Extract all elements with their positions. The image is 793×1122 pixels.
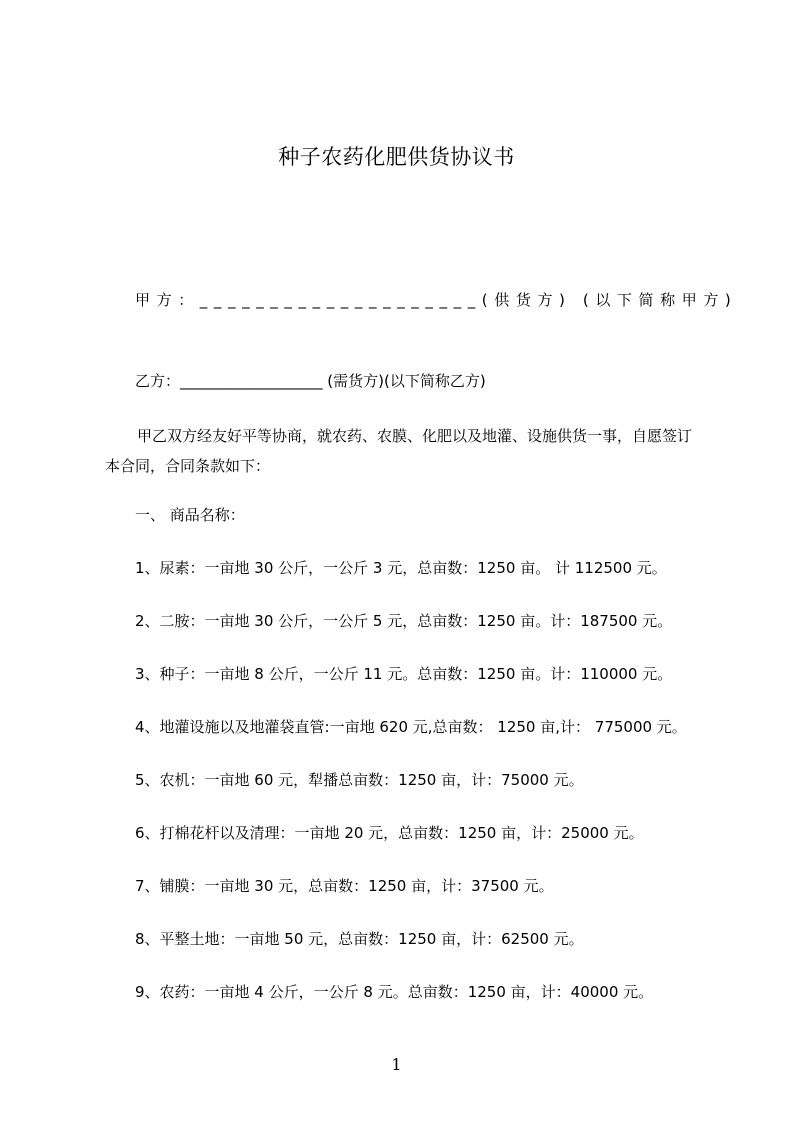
intro-text: 甲乙双方经友好平等协商，就农药、农膜、化肥以及地灌、设施供货一事，自愿签订本合同，合同条款如下： — [105, 427, 693, 475]
list-item: 9、农药：一亩地 4 公斤，一公斤 8 元。总亩数：1250 亩，计：40000 元。 — [135, 983, 654, 1001]
list-item: 3、种子：一亩地 8 公斤，一公斤 11 元。总亩数：1250 亩。计：110000 元。 — [135, 665, 673, 683]
list-item: 7、铺膜：一亩地 30 元，总亩数：1250 亩，计：37500 元。 — [135, 877, 554, 895]
list-item: 5、农机：一亩地 60 元，犁播总亩数：1250 亩，计：75000 元。 — [135, 771, 584, 789]
page-number: 1 — [391, 1055, 402, 1074]
intro-paragraph — [105, 421, 705, 481]
section-heading: 一、 商品名称： — [135, 506, 245, 524]
party-b-line: 乙方：___________________ (需货方)(以下简称乙方) — [135, 372, 486, 390]
list-item: 8、平整土地：一亩地 50 元，总亩数：1250 亩，计：62500 元。 — [135, 930, 584, 948]
list-item: 2、二胺：一亩地 30 公斤，一公斤 5 元，总亩数：1250 亩。计：187500 元。 — [135, 612, 673, 630]
list-item: 4、地灌设施以及地灌袋直管:一亩地 620 元,总亩数： 1250 亩,计： 775000 元。 — [135, 718, 687, 736]
list-item: 1、尿素：一亩地 30 公斤，一公斤 3 元，总亩数：1250 亩。 计 112500 元。 — [135, 559, 667, 577]
party-a-line: 甲方：____________________(供货方) (以下简称甲方) — [135, 291, 738, 309]
list-item: 6、打棉花杆以及清理：一亩地 20 元，总亩数：1250 亩，计：25000 元。 — [135, 824, 644, 842]
document-title: 种子农药化肥供货协议书 — [278, 145, 515, 169]
